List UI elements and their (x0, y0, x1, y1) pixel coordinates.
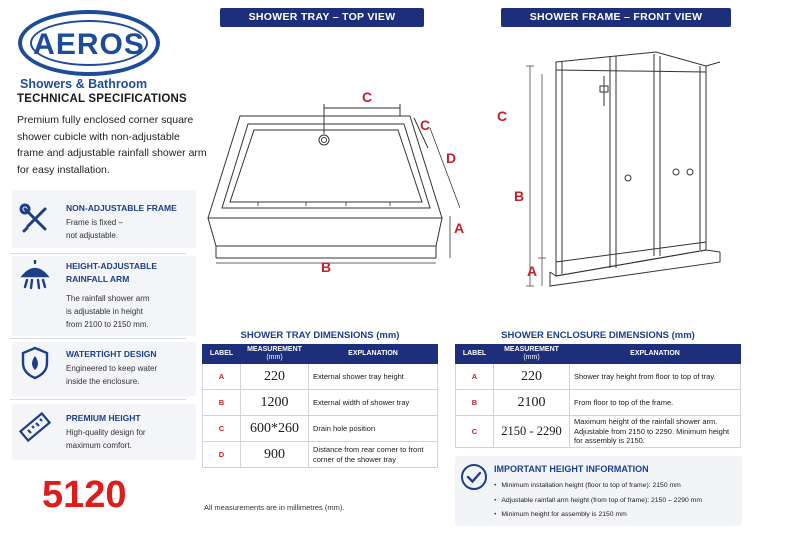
row-explanation: Maximum height of the rainfall shower arm. Adjustable from 2150 to 2290. Minimum height for assembly is 2150. (570, 416, 741, 448)
tray-dimensions-table (202, 344, 438, 468)
tray-label-c: C (362, 89, 373, 105)
table-row (203, 364, 438, 390)
list-item: • Minimum installation height (floor to top of frame): 2150 mm (494, 479, 702, 494)
list-item: • Adjustable rainfall arm height (from top of frame): 2150 – 2290 mm (494, 494, 702, 509)
tray-label-b: B (321, 259, 332, 275)
row-measurement: 2150 - 2290 (494, 416, 570, 448)
enclosure-dimensions-table (455, 344, 741, 448)
list-item: • Minimum height for assembly is 2150 mm (494, 508, 702, 523)
frame-label-c: C (497, 108, 508, 124)
row-label: C (203, 416, 241, 442)
brand-logo (18, 10, 160, 76)
feature-rainfall-arm (12, 256, 196, 336)
row-explanation: From floor to top of the frame. (570, 390, 741, 416)
tray-diagram-title: SHOWER TRAY – TOP VIEW (220, 8, 424, 27)
tray-label-d: D (446, 150, 457, 166)
row-explanation: Drain hole position (309, 416, 438, 442)
feature-title: NON-ADJUSTABLE FRAME (66, 203, 177, 213)
frame-diagram-title: SHOWER FRAME – FRONT VIEW (501, 8, 731, 27)
row-label: D (203, 442, 241, 468)
model-number: 5120 (42, 474, 127, 516)
feature-frame (12, 190, 196, 248)
feature-title: WATERTIGHT DESIGN (66, 349, 157, 359)
row-label: C (456, 416, 494, 448)
feature-premium-height (12, 404, 196, 460)
tray-table-title: SHOWER TRAY DIMENSIONS (mm) (240, 330, 400, 341)
brand-subtitle: Showers & Bathroom (20, 77, 148, 91)
row-explanation: Distance from rear corner to front corner of the shower tray (309, 442, 438, 468)
footnote: All measurements are in millimetres (mm). (204, 503, 345, 512)
row-label: B (203, 390, 241, 416)
enclosure-table-title: SHOWER ENCLOSURE DIMENSIONS (mm) (501, 330, 695, 341)
row-label: A (203, 364, 241, 390)
frame-label-b: B (514, 188, 525, 204)
table-row (203, 442, 438, 468)
important-height-info (455, 456, 742, 526)
shower-frame-drawing (500, 36, 740, 298)
feature-desc: The rainfall shower arm is adjustable in height from 2100 to 2150 mm. (66, 294, 150, 329)
wrench-screwdriver-icon (18, 202, 52, 236)
row-explanation: External shower tray height (309, 364, 438, 390)
row-explanation: Shower tray height from floor to top of tray. (570, 364, 741, 390)
row-explanation: External width of shower tray (309, 390, 438, 416)
table-row (203, 390, 438, 416)
column-header-explanation: EXPLANATION (309, 345, 438, 364)
table-row (456, 364, 741, 390)
row-label: B (456, 390, 494, 416)
info-title: IMPORTANT HEIGHT INFORMATION (494, 464, 649, 474)
tray-label-c-secondary: C (420, 117, 431, 133)
row-measurement: 1200 (241, 390, 309, 416)
water-drop-shield-icon (18, 346, 52, 380)
column-header-measurement: MEASUREMENT (mm) (241, 345, 309, 364)
feature-title: PREMIUM HEIGHT (66, 413, 141, 423)
row-measurement: 2100 (494, 390, 570, 416)
row-label: A (456, 364, 494, 390)
shower-head-icon (18, 260, 52, 294)
feature-watertight (12, 342, 196, 396)
row-measurement: 220 (494, 364, 570, 390)
shower-tray-drawing (200, 88, 460, 268)
column-header-explanation: EXPLANATION (570, 345, 741, 364)
table-row (203, 416, 438, 442)
specs-intro: Premium fully enclosed corner square shower cubicle with non-adjustable frame and adjustable rainfall shower arm for easy installation. (17, 114, 207, 176)
column-header-measurement: MEASUREMENT (mm) (494, 345, 570, 364)
table-row (456, 416, 741, 448)
row-measurement: 220 (241, 364, 309, 390)
check-circle-icon (461, 464, 487, 490)
row-measurement: 600*260 (241, 416, 309, 442)
column-header-label: LABEL (456, 345, 494, 364)
feature-desc: Engineered to keep water inside the enclosure. (66, 364, 158, 386)
tray-label-a: A (454, 220, 465, 236)
feature-desc: Frame is fixed – not adjustable. (66, 218, 123, 240)
ruler-icon (18, 410, 52, 444)
info-list (494, 479, 702, 523)
row-measurement: 900 (241, 442, 309, 468)
column-header-label: LABEL (203, 345, 241, 364)
feature-title: HEIGHT-ADJUSTABLE RAINFALL ARM (66, 261, 157, 284)
logo-text: AEROS (33, 28, 145, 61)
table-row (456, 390, 741, 416)
specs-title: TECHNICAL SPECIFICATIONS (17, 93, 187, 105)
frame-label-a: A (527, 263, 538, 279)
feature-desc: High-quality design for maximum comfort. (66, 428, 146, 450)
